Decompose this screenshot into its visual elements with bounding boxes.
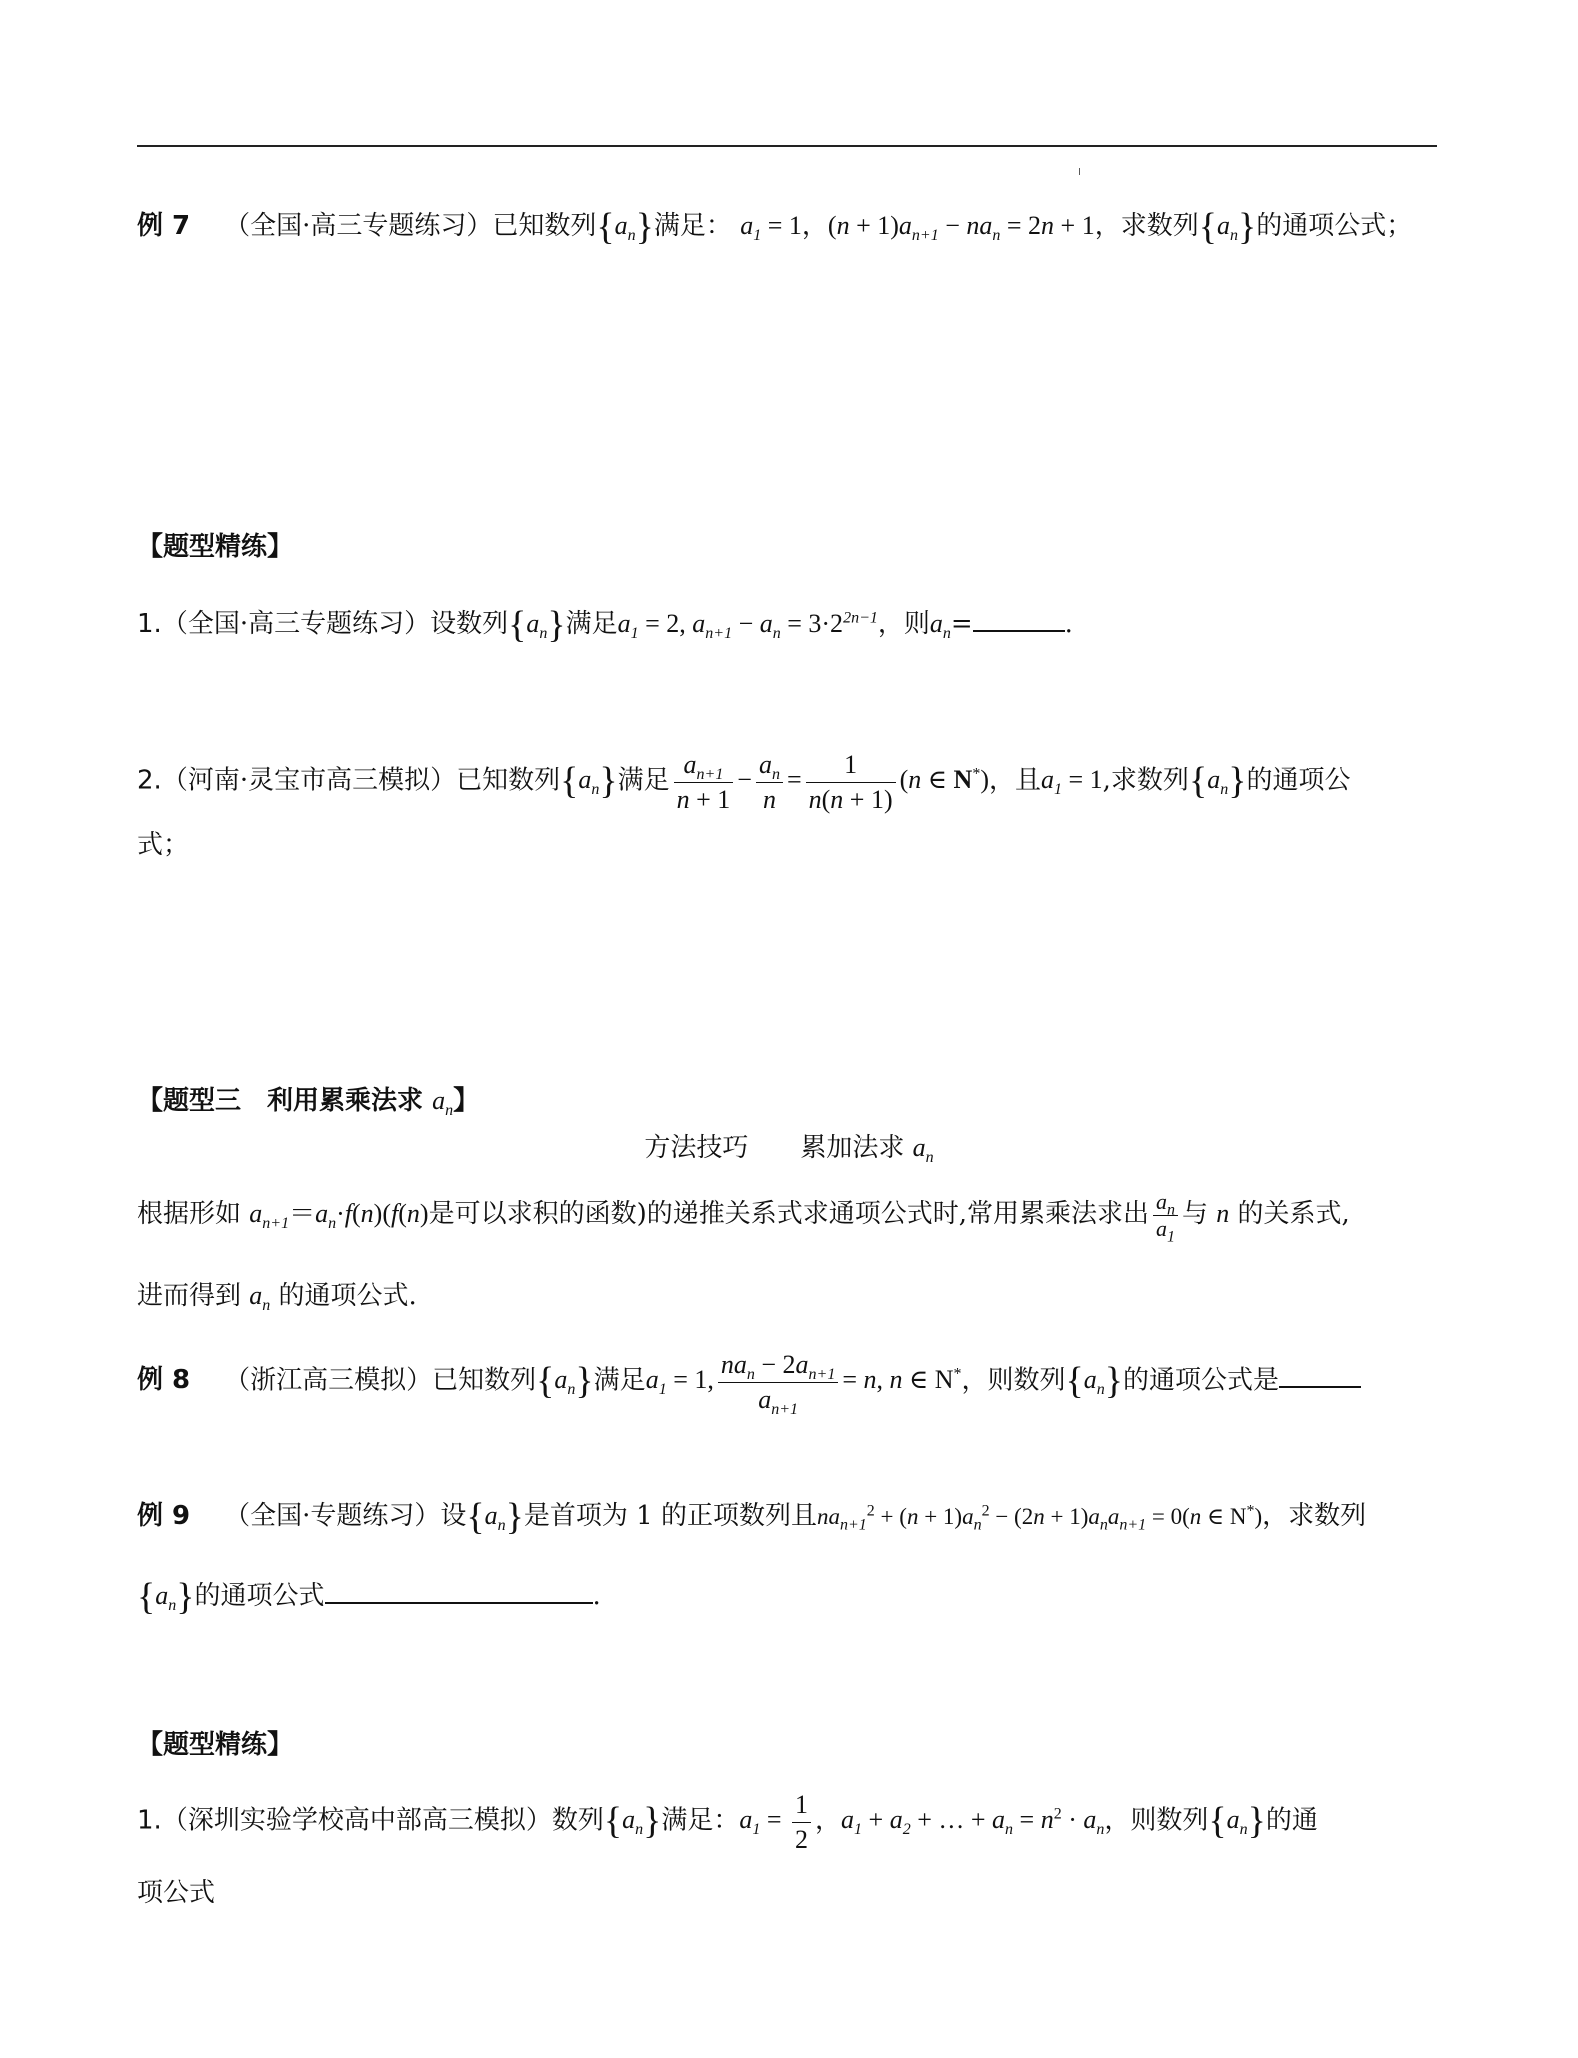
header-rule [137, 145, 1437, 147]
sequence-symbol: $\{a_n\}$ [1208, 1800, 1266, 1843]
question-source: （全国·高三专题练习）设数列 [161, 609, 509, 639]
example-9 [137, 1496, 1443, 1537]
formula-initial: $a_1 = 1$ [1041, 765, 1103, 799]
text: ， [815, 1805, 842, 1836]
practice-question-1-cont: 项公式 [137, 1878, 216, 1908]
text: 进而得到 [137, 1281, 250, 1311]
sequence-symbol: $\{a_n\}$ [603, 1800, 662, 1843]
practice-question-2 [137, 748, 1443, 817]
example-source: （全国·高三专题练习）已知数列 [224, 211, 597, 241]
question-number: 2. [137, 765, 162, 796]
method-title-text: 方法技巧 累加法求 [644, 1133, 913, 1163]
formula-initial: $a_1 = 1$ [740, 211, 802, 245]
text: 的通项公 [1246, 765, 1351, 796]
text: 满足 [565, 609, 618, 639]
formula-quadratic-recurrence: $na_{n+1}^2 + (n + 1)a_n^2 - (2n + 1)a_na_{n+1} = 0(n$ ∈ N*) [817, 1502, 1263, 1534]
formula-recurrence: $(n + 1)a_{n+1} - na_n = 2n + 1$ [827, 211, 1095, 245]
sequence-symbol: $\{a_n\}$ [536, 1360, 594, 1403]
formula-product-recurrence: $a_{n+1}=a_n\cdot f(n)(f(n)$ [249, 1199, 429, 1233]
text: 满足 [617, 765, 670, 796]
text: 满足 [593, 1365, 646, 1396]
section-heading-practice: 【题型精练】 [137, 532, 294, 562]
formula-initial: $a_1$ = $\frac{1}{2}$ [739, 1805, 815, 1834]
text: 与 [1181, 1199, 1217, 1229]
method-title [0, 1128, 1578, 1168]
text: ，求数列 [1094, 211, 1199, 241]
header-mark: I [1078, 167, 1081, 178]
sequence-symbol: $\{a_n\}$ [560, 760, 618, 803]
formula-recurrence: $a_1 = 1$, $\frac{na_n - 2a_{n+1}}{a_{n+1}}$ = n, n ∈ N* [645, 1350, 962, 1419]
text: 是首项为 1 的正项数列且 [523, 1501, 817, 1531]
an-symbol: $a_n$ [249, 1281, 271, 1315]
text: 满足： [661, 1805, 740, 1836]
text: 的通 [1265, 1805, 1318, 1836]
answer-blank[interactable] [325, 1576, 593, 1604]
example-label: 例 8 [137, 1365, 191, 1396]
text: ，则 [877, 609, 930, 639]
text: 的通项公式； [1256, 211, 1413, 241]
formula-sum: $a_1 + a_2$ + … + $a_n = n^2 \cdot a_n$ [841, 1805, 1105, 1839]
text: . [592, 1581, 601, 1611]
method-text-line-2 [137, 1276, 1443, 1316]
heading-text: 【题型三 利用累乘法求 [137, 1086, 433, 1116]
text: = [950, 609, 973, 639]
answer-blank[interactable] [1279, 1360, 1361, 1388]
example-9-cont [137, 1576, 1443, 1617]
practice-question-1 [137, 604, 1443, 645]
text: ,求数列 [1102, 765, 1189, 796]
n-symbol: n [1216, 1199, 1230, 1228]
formula-fraction-equation: $\frac{a_{n+1}}{n + 1}$ − $\frac{a_n}{n}$ = $\frac{1}{n(n + 1)}$ (n ∈ N*) [670, 765, 989, 794]
an-symbol: $a_n$ [929, 609, 951, 643]
method-text-line-1 [137, 1186, 1443, 1245]
text: ，且 [988, 765, 1041, 796]
sequence-symbol: $\{a_n\}$ [137, 1576, 195, 1618]
text: . [1064, 609, 1073, 639]
sequence-symbol: $\{a_n\}$ [596, 206, 654, 248]
section-heading-practice: 【题型精练】 [137, 1730, 294, 1760]
an-symbol: $a_n$ [432, 1086, 454, 1120]
example-label: 例 9 [137, 1501, 191, 1531]
text: 是可以求积的函数)的递推关系式求通项公式时,常用累乘法求出 [428, 1199, 1149, 1229]
example-source: （浙江高三模拟）已知数列 [224, 1365, 537, 1396]
heading-text: 】 [453, 1086, 480, 1116]
text: 的通项公式是 [1123, 1365, 1280, 1396]
example-8 [137, 1348, 1443, 1417]
question-number: 1. [137, 1805, 162, 1836]
text: 的通项公式. [270, 1281, 417, 1311]
text: ，求数列 [1262, 1501, 1367, 1531]
sequence-symbol: $\{a_n\}$ [1065, 1360, 1124, 1403]
answer-blank[interactable] [973, 604, 1065, 632]
text: 的关系式, [1229, 1199, 1350, 1229]
an-symbol: $a_n$ [912, 1133, 934, 1167]
sequence-symbol: $\{a_n\}$ [1198, 206, 1257, 248]
question-source: （深圳实验学校高中部高三模拟）数列 [161, 1805, 604, 1836]
sequence-symbol: $\{a_n\}$ [466, 1496, 524, 1538]
text: 的通项公式 [194, 1581, 325, 1611]
example-label: 例 7 [137, 211, 191, 241]
ratio-fraction: $\frac{a_n}{a_1}$ [1153, 1189, 1178, 1242]
section-heading-type3 [137, 1081, 1443, 1121]
sequence-symbol: $\{a_n\}$ [1188, 760, 1247, 803]
example-7 [137, 206, 1443, 247]
example-source: （全国·专题练习）设 [224, 1501, 467, 1531]
text: ， [801, 211, 828, 241]
practice-question-1 [137, 1788, 1443, 1857]
practice-question-2-cont: 式； [137, 830, 190, 860]
text: ，则数列 [1104, 1805, 1209, 1836]
question-number: 1. [137, 609, 162, 639]
sequence-symbol: $\{a_n\}$ [508, 604, 566, 646]
question-source: （河南·灵宝市高三模拟）已知数列 [161, 765, 561, 796]
text: 满足： [653, 211, 732, 241]
text: 根据形如 [137, 1199, 250, 1229]
text: ，则数列 [961, 1365, 1066, 1396]
formula-recurrence: $a_1 = 2$, $a_{n+1} - a_n = 3\cdot 2^{2n-1}$ [617, 609, 878, 643]
